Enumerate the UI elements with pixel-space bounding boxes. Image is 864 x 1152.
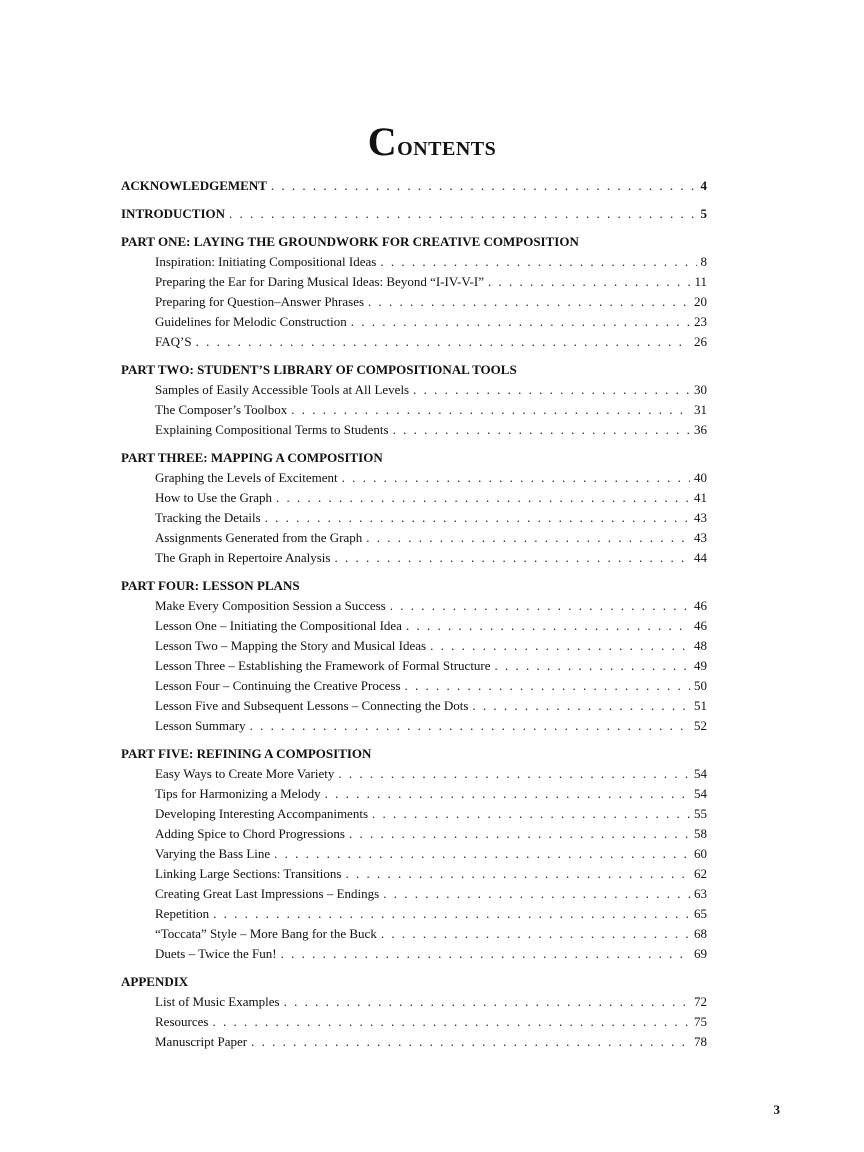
toc-entry-label: INTRODUCTION	[121, 206, 226, 221]
toc-entry-page: 26	[694, 334, 707, 349]
toc-entry	[121, 508, 707, 528]
toc-entry-page: 54	[694, 766, 707, 781]
toc-entry-label: Linking Large Sections: Transitions	[155, 866, 342, 881]
dot-leader	[406, 616, 690, 636]
toc-section-heading: PART FIVE: REFINING A COMPOSITION	[121, 746, 372, 761]
toc-entry	[121, 252, 707, 272]
toc-section-heading: PART THREE: MAPPING A COMPOSITION	[121, 450, 383, 465]
toc-entry	[121, 312, 707, 332]
dot-leader	[271, 176, 697, 196]
toc-entry-label: Developing Interesting Accompaniments	[155, 806, 369, 821]
toc-entry-label: Tips for Harmonizing a Melody	[155, 786, 321, 801]
toc-entry-label: Graphing the Levels of Excitement	[155, 470, 338, 485]
toc-entry	[121, 696, 707, 716]
toc-entry	[121, 1032, 707, 1052]
toc-entry-label: Lesson Two – Mapping the Story and Musical Ideas	[155, 638, 427, 653]
toc-entry-introduction	[121, 204, 707, 224]
toc-entry	[121, 332, 707, 352]
toc-section	[121, 744, 707, 964]
toc-entry-page: 78	[694, 1034, 707, 1049]
toc-entry	[121, 1012, 707, 1032]
toc-entry	[121, 944, 707, 964]
toc-entry-label: Lesson One – Initiating the Compositional Idea	[155, 618, 402, 633]
toc-entry-page: 52	[694, 718, 707, 733]
toc-entry-label: Duets – Twice the Fun!	[155, 946, 277, 961]
toc-entry-label: Manuscript Paper	[155, 1034, 248, 1049]
dot-leader	[342, 468, 690, 488]
toc-entry-page: 68	[694, 926, 707, 941]
toc-entry-label: ACKNOWLEDGEMENT	[121, 178, 267, 193]
dot-leader	[372, 804, 690, 824]
toc-entry-label: FAQ’S	[155, 334, 192, 349]
dot-leader	[212, 1012, 690, 1032]
toc-entry-page: 54	[694, 786, 707, 801]
toc-entry-label: List of Music Examples	[155, 994, 280, 1009]
toc-entry-page: 50	[694, 678, 707, 693]
toc-entry-page: 43	[694, 510, 707, 525]
dot-leader	[251, 1032, 690, 1052]
toc-entry-label: Make Every Composition Session a Success	[155, 598, 386, 613]
toc-entry	[121, 904, 707, 924]
toc-section	[121, 576, 707, 736]
toc-entry	[121, 764, 707, 784]
toc-entry-label: How to Use the Graph	[155, 490, 272, 505]
toc-section	[121, 448, 707, 568]
dot-leader	[366, 528, 690, 548]
toc-section	[121, 232, 707, 352]
toc-entry-label: The Composer’s Toolbox	[155, 402, 288, 417]
toc-entry	[121, 924, 707, 944]
dot-leader	[472, 696, 690, 716]
dot-leader	[495, 656, 690, 676]
dot-leader	[368, 292, 690, 312]
toc-entry-label: Easy Ways to Create More Variety	[155, 766, 335, 781]
toc-entry	[121, 784, 707, 804]
toc-entry	[121, 420, 707, 440]
dot-leader	[351, 312, 690, 332]
dot-leader	[349, 824, 690, 844]
page-number: 3	[773, 1102, 780, 1117]
toc-entry	[121, 636, 707, 656]
toc-entry-label: Varying the Bass Line	[155, 846, 271, 861]
toc-entry-page: 49	[694, 658, 707, 673]
toc-entry	[121, 488, 707, 508]
toc-entry	[121, 292, 707, 312]
toc-entry-page: 69	[694, 946, 707, 961]
toc-entry-page: 5	[700, 206, 707, 221]
dot-leader	[276, 488, 690, 508]
toc-entry-label: Preparing the Ear for Daring Musical Ideas: Beyond “I-IV-V-I”	[155, 274, 484, 289]
dot-leader	[380, 252, 696, 272]
toc-entry-label: Explaining Compositional Terms to Students	[155, 422, 389, 437]
toc-entry	[121, 468, 707, 488]
toc-entry-label: Assignments Generated from the Graph	[155, 530, 363, 545]
toc-entry	[121, 596, 707, 616]
toc-entry	[121, 656, 707, 676]
toc-entry-page: 40	[694, 470, 707, 485]
toc-entry-label: “Toccata” Style – More Bang for the Buck	[155, 926, 377, 941]
toc-entry	[121, 824, 707, 844]
toc-entry-page: 48	[694, 638, 707, 653]
toc-entry-acknowledgement	[121, 176, 707, 196]
toc-entry-page: 11	[694, 274, 707, 289]
toc-section-heading: PART FOUR: LESSON PLANS	[121, 578, 300, 593]
toc-entry-page: 72	[694, 994, 707, 1009]
dot-leader	[229, 204, 696, 224]
toc-section-heading: PART ONE: LAYING THE GROUNDWORK FOR CREATIVE COMPOSITION	[121, 234, 579, 249]
dot-leader	[430, 636, 690, 656]
toc-entry-label: Adding Spice to Chord Progressions	[155, 826, 345, 841]
dot-leader	[383, 884, 690, 904]
toc-entry	[121, 992, 707, 1012]
dot-leader	[338, 764, 690, 784]
toc-entry-label: Creating Great Last Impressions – Endings	[155, 886, 380, 901]
dot-leader	[213, 904, 690, 924]
toc-entry-page: 46	[694, 598, 707, 613]
toc-section-heading: PART TWO: STUDENT’S LIBRARY OF COMPOSITIONAL TOOLS	[121, 362, 517, 377]
toc-entry	[121, 400, 707, 420]
toc-entry	[121, 864, 707, 884]
dot-leader	[250, 716, 690, 736]
toc-entry-label: Repetition	[155, 906, 210, 921]
toc-entry	[121, 272, 707, 292]
toc-entry-page: 46	[694, 618, 707, 633]
toc-section	[121, 972, 707, 1052]
dot-leader	[265, 508, 690, 528]
toc-entry	[121, 716, 707, 736]
toc-entry-label: Lesson Four – Continuing the Creative Process	[155, 678, 401, 693]
dot-leader	[405, 676, 690, 696]
toc-entry-label: Inspiration: Initiating Compositional Ideas	[155, 254, 377, 269]
dot-leader	[196, 332, 690, 352]
toc-entry-page: 30	[694, 382, 707, 397]
toc-section-heading: APPENDIX	[121, 974, 189, 989]
toc-entry-label: The Graph in Repertoire Analysis	[155, 550, 331, 565]
toc-entry	[121, 548, 707, 568]
toc-entry-page: 8	[700, 254, 707, 269]
toc-entry-page: 36	[694, 422, 707, 437]
toc-entry-page: 20	[694, 294, 707, 309]
dot-leader	[291, 400, 690, 420]
dot-leader	[390, 596, 690, 616]
dot-leader	[274, 844, 690, 864]
toc-entry-page: 44	[694, 550, 707, 565]
toc-section	[121, 360, 707, 440]
toc-entry-page: 31	[694, 402, 707, 417]
toc-entry-page: 51	[694, 698, 707, 713]
toc-entry	[121, 380, 707, 400]
toc-entry-page: 62	[694, 866, 707, 881]
toc-entry	[121, 528, 707, 548]
toc-entry-label: Resources	[155, 1014, 209, 1029]
toc-entry-label: Guidelines for Melodic Construction	[155, 314, 347, 329]
toc-entry-label: Samples of Easily Accessible Tools at All Levels	[155, 382, 410, 397]
toc-entry-label: Lesson Summary	[155, 718, 246, 733]
toc-entry-page: 60	[694, 846, 707, 861]
toc-entry	[121, 844, 707, 864]
dot-leader	[281, 944, 690, 964]
toc-entry	[121, 616, 707, 636]
dot-leader	[345, 864, 690, 884]
dot-leader	[488, 272, 690, 292]
toc-entry-page: 58	[694, 826, 707, 841]
toc-entry-page: 4	[700, 178, 707, 193]
toc-entry	[121, 804, 707, 824]
toc-entry-label: Lesson Three – Establishing the Framework of Formal Structure	[155, 658, 491, 673]
toc-entry-page: 23	[694, 314, 707, 329]
dot-leader	[381, 924, 690, 944]
toc-entry	[121, 884, 707, 904]
toc-entry-page: 55	[694, 806, 707, 821]
dot-leader	[413, 380, 690, 400]
dot-leader	[284, 992, 690, 1012]
toc-entry-label: Tracking the Details	[155, 510, 261, 525]
toc-entry-page: 41	[694, 490, 707, 505]
page-title: Contents	[367, 119, 497, 164]
dot-leader	[334, 548, 690, 568]
dot-leader	[393, 420, 690, 440]
toc-entry-page: 75	[694, 1014, 707, 1029]
table-of-contents	[121, 176, 707, 1060]
toc-entry	[121, 676, 707, 696]
dot-leader	[325, 784, 690, 804]
toc-entry-label: Preparing for Question–Answer Phrases	[155, 294, 365, 309]
toc-entry-page: 43	[694, 530, 707, 545]
toc-entry-page: 65	[694, 906, 707, 921]
toc-entry-label: Lesson Five and Subsequent Lessons – Connecting the Dots	[155, 698, 469, 713]
toc-entry-page: 63	[694, 886, 707, 901]
toc-sections	[121, 232, 707, 1052]
